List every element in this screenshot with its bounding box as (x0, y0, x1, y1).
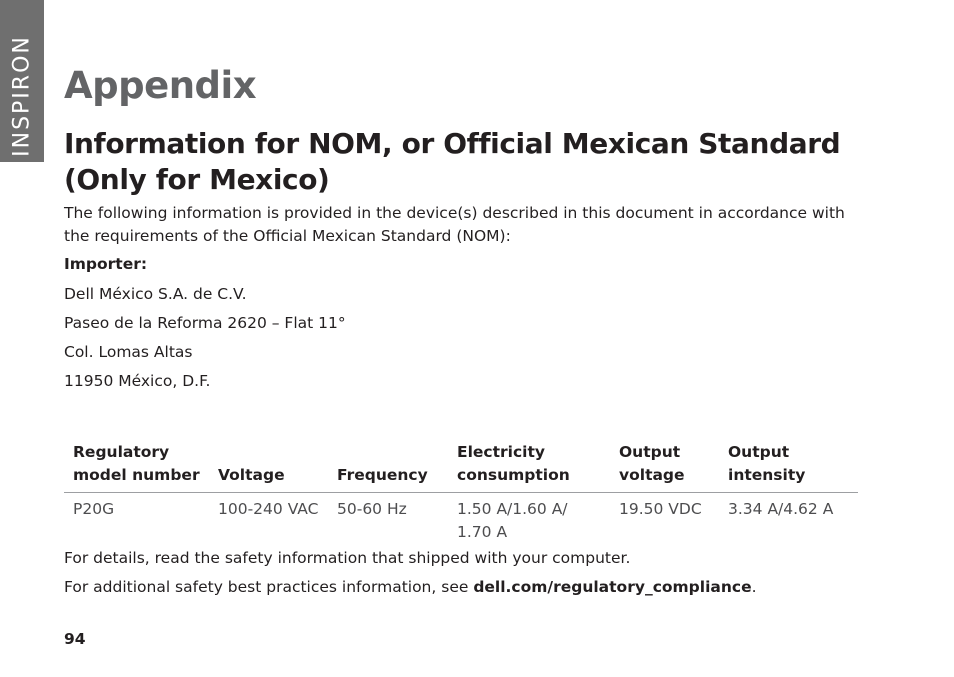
intro-paragraph: The following information is provided in the device(s) described in this document in accordance with the requirements of the Official Mexican Standard (NOM): (64, 204, 845, 245)
safety-note (64, 578, 757, 596)
importer-address-line: Col. Lomas Altas (64, 343, 193, 361)
importer-label: Importer: (64, 255, 148, 273)
column-header-consumption: Electricity consumption (448, 439, 610, 493)
page-title: Appendix (64, 64, 257, 107)
safety-note-suffix: . (751, 578, 757, 596)
column-header-frequency: Frequency (328, 439, 448, 493)
column-header-output-intensity: Output intensity (719, 439, 858, 493)
page-number: 94 (64, 630, 86, 648)
table-header-row (64, 439, 858, 493)
column-header-output-voltage: Output voltage (610, 439, 719, 493)
regulatory-compliance-link[interactable]: dell.com/regulatory_compliance (473, 578, 752, 596)
brand-side-tab (0, 0, 44, 162)
cell-output-voltage: 19.50 VDC (619, 500, 702, 518)
section-heading: Information for NOM, or Official Mexican Standard (Only for Mexico) (64, 127, 841, 196)
importer-address-line: 11950 México, D.F. (64, 372, 211, 390)
cell-voltage: 100-240 VAC (218, 500, 319, 518)
column-header-model: Regulatory model number (64, 439, 209, 493)
table-row (64, 493, 858, 545)
details-note: For details, read the safety information that shipped with your computer. (64, 549, 631, 567)
importer-address-line: Paseo de la Reforma 2620 – Flat 11° (64, 314, 346, 332)
brand-label: INSPIRON (9, 35, 35, 157)
cell-output-intensity: 3.34 A/4.62 A (728, 500, 834, 518)
cell-frequency: 50-60 Hz (337, 500, 407, 518)
importer-address-line: Dell México S.A. de C.V. (64, 285, 247, 303)
column-header-voltage: Voltage (209, 439, 328, 493)
cell-model: P20G (73, 500, 115, 518)
cell-consumption: 1.50 A/1.60 A/ 1.70 A (457, 500, 568, 541)
safety-note-prefix: For additional safety best practices information, see (64, 578, 474, 596)
regulatory-table (64, 439, 858, 544)
